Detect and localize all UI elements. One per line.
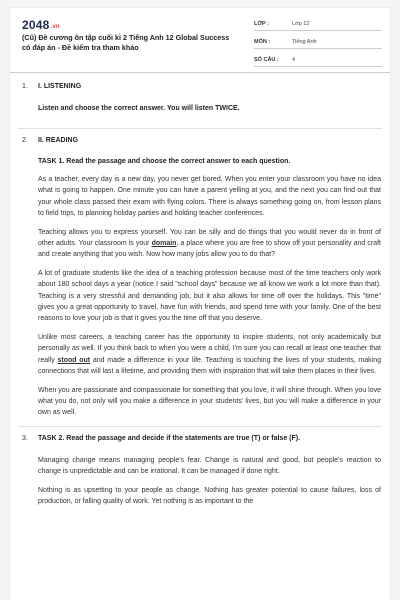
document-meta: [254, 18, 382, 67]
passage-paragraph-4: [38, 332, 381, 378]
document-header: [10, 8, 390, 73]
meta-subject-row: [254, 36, 382, 49]
passage-paragraph-5: When you are passionate and compassionate for something that you love, it will shine through. When you love what you do, not only will you make a difference in your students' lives, but you will make a difference in your own as well.: [38, 386, 381, 417]
passage-text: , a place where you are free to show off your personality and craft and create anything that you wish. Now how many jobs allow you to do that?: [38, 240, 381, 259]
meta-subject-value: Tiếng Anh: [292, 39, 317, 45]
meta-count-value: 4: [292, 57, 296, 63]
section-title: II. READING: [38, 137, 79, 144]
passage-paragraph-3: A lot of graduate students like the idea of a teaching profession because most of the time teachers only work about 180 school days a year (notice I said "school days" because we all know we work a lot more than that). Teaching is a very stressful and demanding job, but it also allows for time off over the holidays. This "time" gives you a great opportunity to travel, have fun with friends, and spend time with your family. One of the best reasons to love your job is that it gives you the time off that you deserve.: [38, 269, 381, 323]
passage-text: Teaching allows you to express yourself. You can be silly and do things that you would never do in front of other adults. Your classroom is your: [38, 228, 381, 248]
logo-tld: .vn: [50, 24, 60, 30]
passage-2-paragraph-2: Nothing is as upsetting to your people as change. Nothing has greater potential to cause failures, loss of production, or falling quality of work. Yet nothing is as important to the: [38, 486, 381, 505]
underlined-phrase-stood-out: stood out: [57, 356, 91, 364]
underlined-word-domain: domain: [151, 240, 177, 248]
meta-count-label: SỐ CÂU :: [254, 57, 279, 63]
meta-class-label: LỚP :: [254, 21, 269, 27]
section-number: 1.: [22, 83, 28, 90]
passage-text: and made a difference in your life. Teaching is touching the lives of your students, making connections that will last a lifetime, and providing them with inspiration that will take them places in their lives.: [38, 356, 381, 376]
section-divider: [18, 426, 382, 427]
meta-class-row: [254, 18, 382, 31]
section-divider: [18, 128, 382, 129]
logo-text: 2048: [22, 18, 50, 32]
document-content: [10, 83, 390, 514]
passage-paragraph-2: [38, 227, 381, 261]
listening-instruction: Listen and choose the correct answer. You will listen TWICE.: [38, 105, 240, 112]
section-number: 3.: [22, 434, 28, 442]
meta-class-value: Lớp 12: [292, 21, 310, 27]
section-title: TASK 2. Read the passage and decide if the statements are true (T) or false (F).: [38, 434, 301, 442]
section-title: I. LISTENING: [38, 83, 82, 90]
passage-2-paragraph-1: Managing change means managing people's fear. Change is natural and good, but people's reaction to change is unpredictable and can be irrational. It can be managed if done right.: [38, 456, 381, 476]
document-title: (Cũ) Đề cương ôn tập cuối kì 2 Tiếng Anh 12 Global Success có đáp án - Đề kiểm tra tham khảo: [22, 33, 230, 52]
site-logo[interactable]: [22, 18, 60, 32]
meta-subject-label: MÔN :: [254, 39, 271, 45]
passage-text: Unlike most careers, a teaching career has the opportunity to inspire students, not only academically but personally as well. If you think back to when you were a child, I'm sure you can recall at least one teacher that really: [38, 333, 381, 364]
passage-paragraph-1: As a teacher, every day is a new day, you never get bored. When you enter your classroom you have no idea what is going to happen. One minute you can have a parent yelling at you, and the next you can find out that your whole class passed their exam with flying colors. There is always something going on, from lesson plans to field trips, to planning holiday parties and holding teacher conferences.: [38, 176, 381, 218]
reading-task-1: TASK 1. Read the passage and choose the correct answer to each question.: [38, 158, 291, 165]
section-listening-heading: [10, 83, 390, 97]
section-reading-heading: [10, 137, 390, 151]
section-number: 2.: [22, 137, 28, 144]
document-page: [10, 8, 390, 600]
section-task-2-heading: [10, 435, 390, 449]
meta-count-row: [254, 54, 382, 67]
